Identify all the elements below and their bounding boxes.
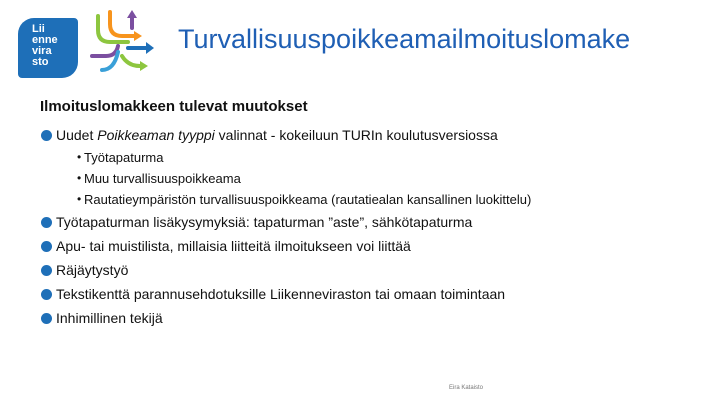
page-title: Turvallisuuspoikkeamailmoituslomake [178, 24, 631, 54]
bullet-item-4 [40, 258, 700, 282]
bullet-5-text: Tekstikenttä parannusehdotuksille Liikenneviraston tai omaan toimintaan [56, 286, 506, 302]
sub-bullet-3-text: Rautatieympäristön turvallisuuspoikkeama (rautatiealan kansallinen luokittelu) [84, 192, 532, 207]
bullet-item-2 [40, 210, 700, 234]
bullet-list [40, 123, 700, 330]
bullet-1-prefix: Uudet [56, 127, 98, 143]
sub-bullet-3 [40, 189, 700, 210]
sub-bullet-1 [40, 147, 700, 168]
logo-line-1: Lii [32, 23, 45, 35]
logo-line-4: sto [32, 56, 49, 68]
section-heading: Ilmoituslomakkeen tulevat muutokset [40, 98, 308, 115]
logo-line-2: enne [32, 34, 58, 46]
bullet-dot [41, 265, 52, 276]
sub-bullet-dot: • [77, 171, 82, 185]
bullet-2-text: Työtapaturman lisäkysymyksiä: tapaturman ”aste”, sähkötapaturma [56, 214, 473, 230]
bullet-6-text: Inhimillinen tekijä [56, 310, 163, 326]
bullet-item-5 [40, 282, 700, 306]
bullet-dot [41, 217, 52, 228]
bullet-item-6 [40, 306, 700, 330]
bullet-dot [41, 289, 52, 300]
bullet-item-1 [40, 123, 700, 147]
sub-bullet-dot: • [77, 192, 82, 206]
bullet-dot [41, 241, 52, 252]
logo-text [32, 24, 72, 68]
bullet-3-text: Apu- tai muistilista, millaisia liitteitä ilmoitukseen voi liittää [56, 238, 411, 254]
sub-bullet-2 [40, 168, 700, 189]
bullet-1-suffix: valinnat - kokeiluun TURIn koulutusversiossa [214, 127, 498, 143]
converging-arrows-icon [88, 8, 158, 78]
bullet-item-3 [40, 234, 700, 258]
sub-bullet-2-text: Muu turvallisuuspoikkeama [84, 171, 241, 186]
logo-line-3: vira [32, 45, 52, 57]
bullet-4-text: Räjäytystyö [56, 262, 129, 278]
bullet-1-emphasis: Poikkeaman tyyppi [97, 127, 215, 143]
sub-bullet-1-text: Työtapaturma [84, 150, 164, 165]
sub-bullet-dot: • [77, 150, 82, 164]
footer-author: Eira Kataisto [449, 385, 484, 391]
bullet-dot [41, 130, 52, 141]
bullet-dot [41, 313, 52, 324]
liikennevirasto-logo [18, 18, 78, 78]
